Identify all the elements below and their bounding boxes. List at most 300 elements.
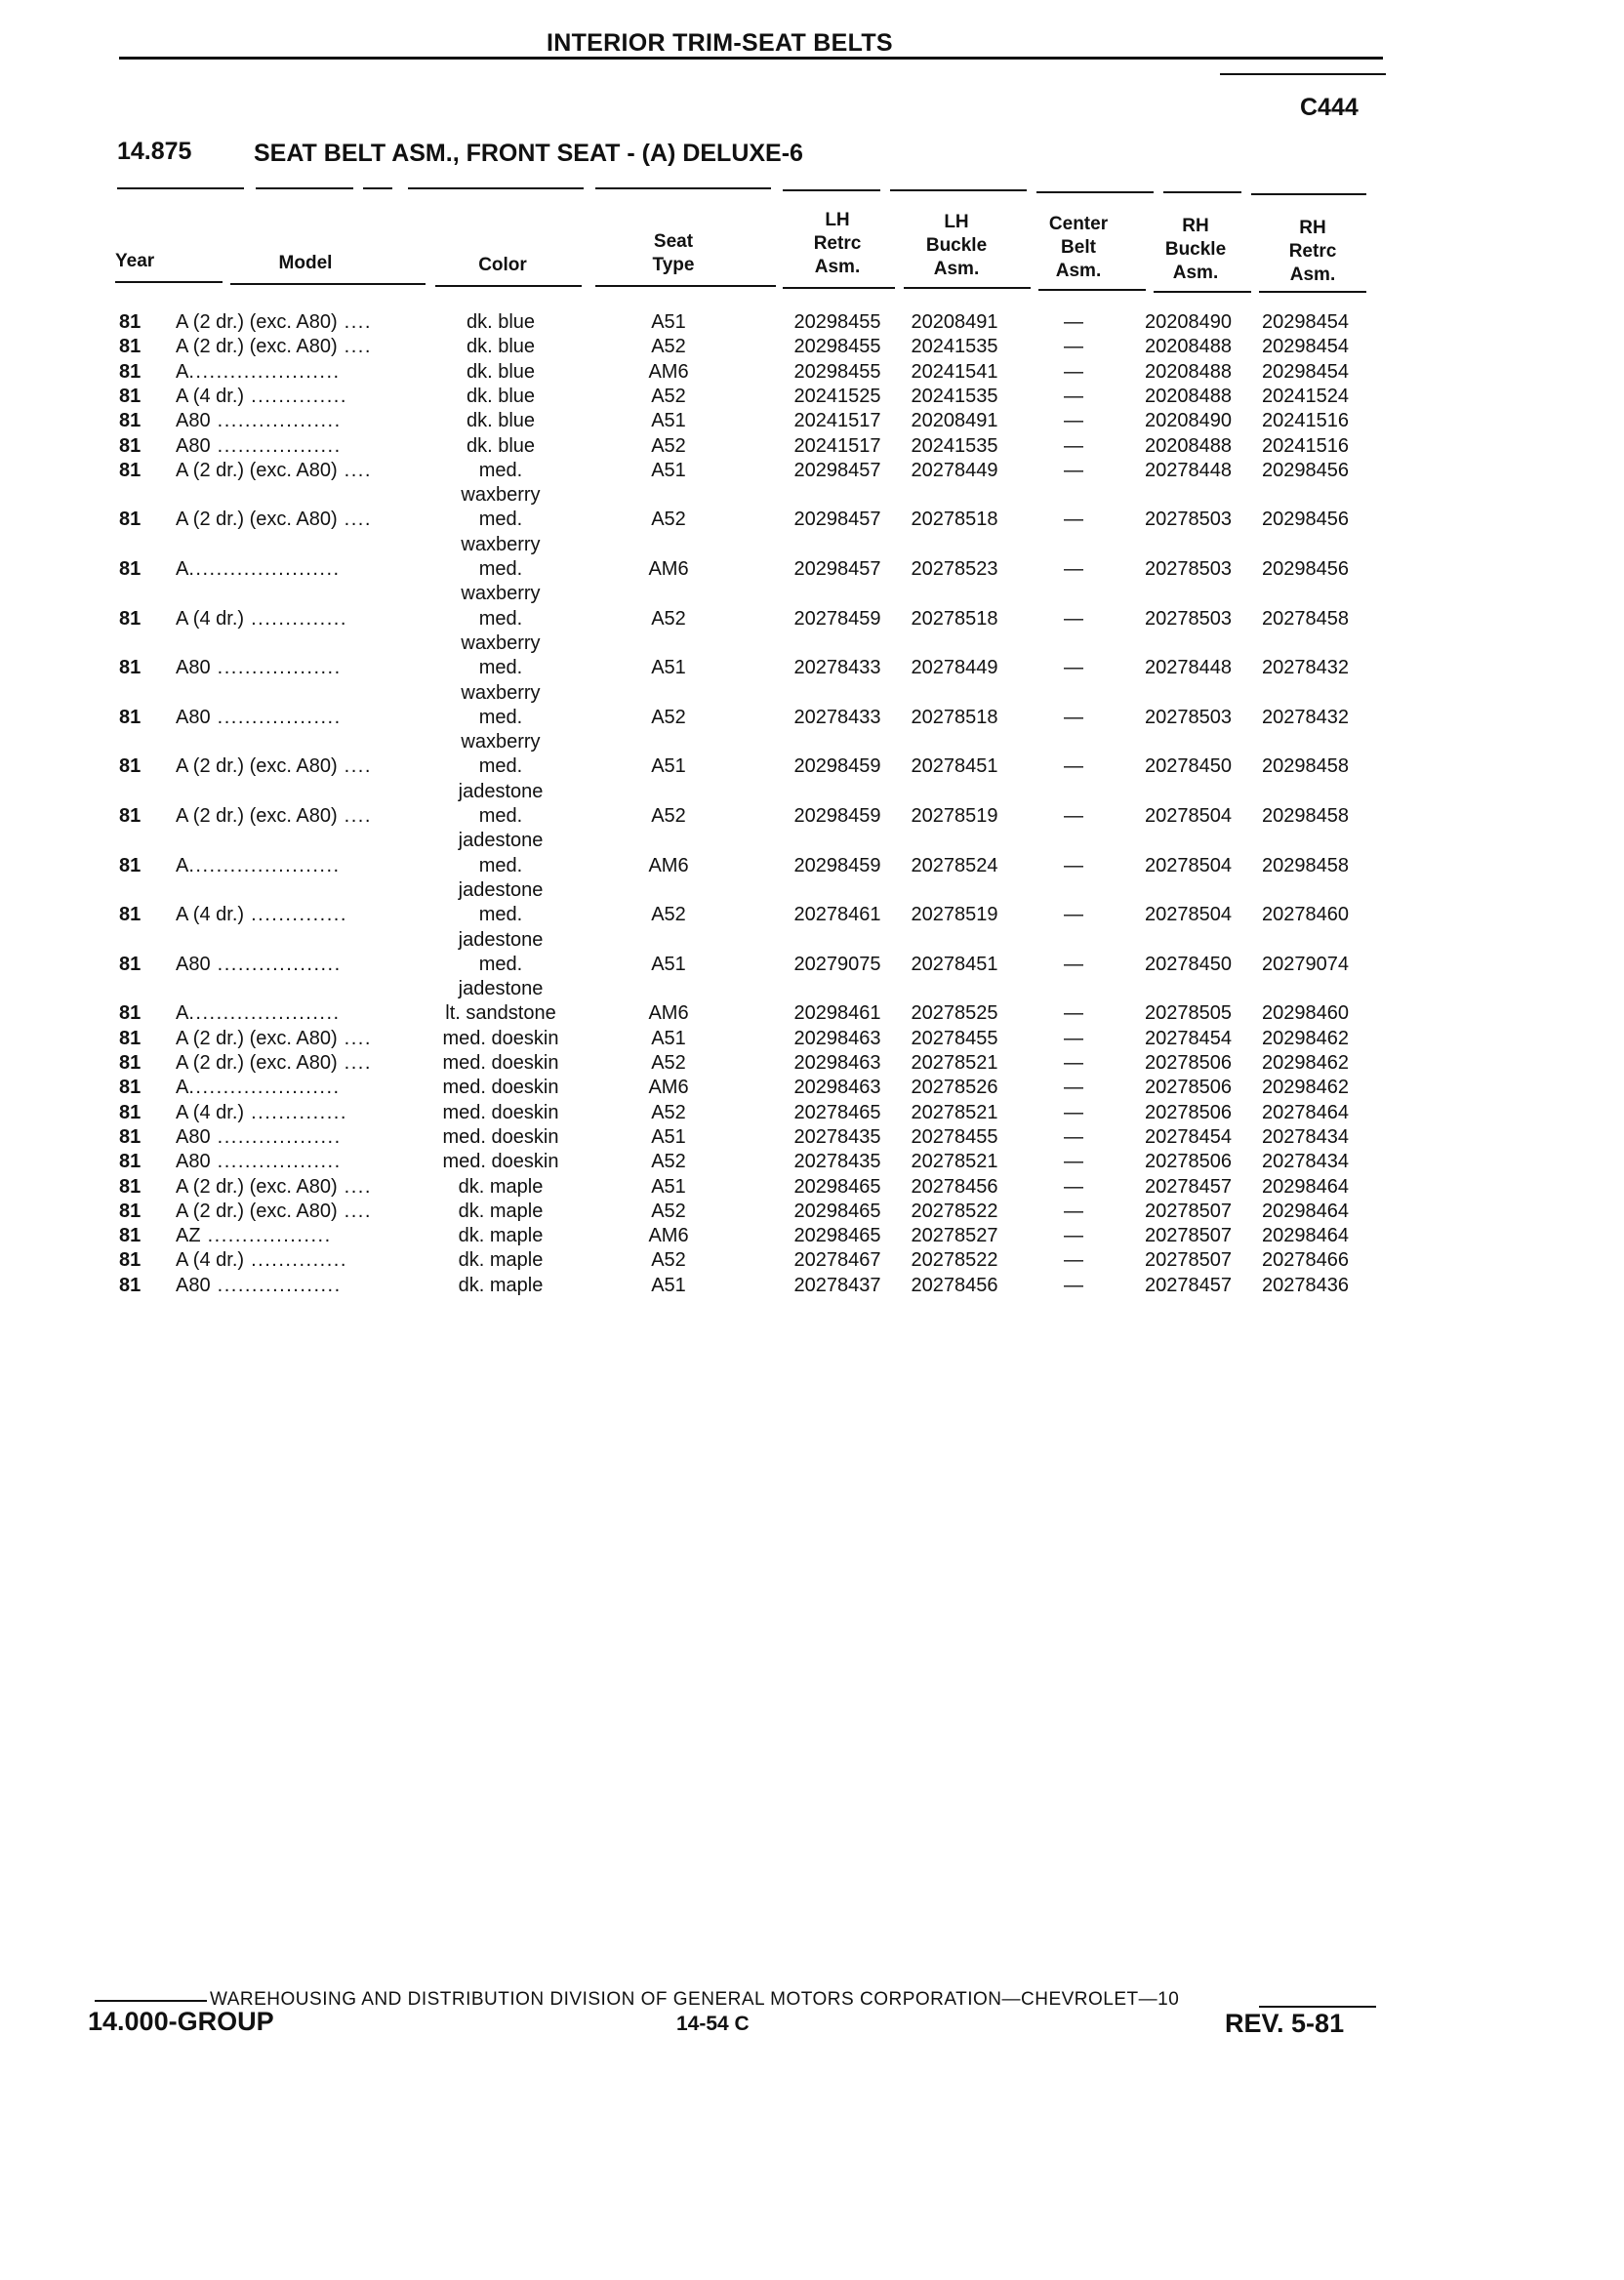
table-row-continuation xyxy=(0,977,1624,1001)
rh-buckle-cell: 20278457 xyxy=(1145,1274,1232,1296)
color-cell: med. xyxy=(478,459,523,481)
year-cell: 81 xyxy=(119,1002,142,1025)
model-cell: A80 .................. xyxy=(176,1151,342,1173)
lh-retrc-cell: 20278465 xyxy=(793,1101,881,1123)
lh-buckle-cell: 20278527 xyxy=(911,1225,998,1247)
color-cell: dk. blue xyxy=(466,336,536,358)
rh-buckle-cell: 20208490 xyxy=(1145,311,1232,333)
year-cell: 81 xyxy=(119,459,142,481)
table-row-continuation xyxy=(0,829,1624,853)
rh-buckle-cell: 20278448 xyxy=(1145,459,1232,481)
lh-retrc-cell: 20298455 xyxy=(793,336,881,358)
model-cell: A80 .................. xyxy=(176,434,342,457)
lh-buckle-cell: 20278455 xyxy=(911,1125,998,1148)
lh-retrc-cell: 20298459 xyxy=(793,805,881,827)
header-dash-rule xyxy=(1036,191,1154,193)
year-cell: 81 xyxy=(119,1101,142,1123)
rh-buckle-cell: 20278503 xyxy=(1145,706,1232,728)
col-header-lh-retrc: LH Retrc Asm. xyxy=(813,210,862,277)
model-cell: A80 .................. xyxy=(176,953,342,975)
rh-buckle-cell: 20278454 xyxy=(1145,1027,1232,1049)
center-belt-cell: — xyxy=(1064,953,1083,975)
section-number: 14.875 xyxy=(117,138,192,165)
rh-retrc-cell: 20298454 xyxy=(1262,336,1349,358)
color-cell: med. xyxy=(478,953,523,975)
center-belt-cell: — xyxy=(1064,904,1083,926)
lh-buckle-cell: 20241535 xyxy=(911,434,998,457)
footer-group: 14.000-GROUP xyxy=(88,2007,274,2036)
model-cell: A80 .................. xyxy=(176,706,342,728)
header-underline xyxy=(1038,289,1146,291)
rh-retrc-cell: 20298460 xyxy=(1262,1002,1349,1025)
color-cell-line2: jadestone xyxy=(458,780,544,802)
lh-retrc-cell: 20298465 xyxy=(793,1225,881,1247)
seat-type-cell: AM6 xyxy=(648,1225,689,1247)
table-row-continuation xyxy=(0,730,1624,754)
rh-retrc-cell: 20241524 xyxy=(1262,385,1349,407)
lh-retrc-cell: 20278433 xyxy=(793,706,881,728)
rh-buckle-cell: 20208488 xyxy=(1145,360,1232,383)
header-dash-rule xyxy=(595,187,771,189)
lh-retrc-cell: 20298457 xyxy=(793,558,881,580)
rh-buckle-cell: 20278450 xyxy=(1145,953,1232,975)
seat-type-cell: A51 xyxy=(651,953,686,975)
center-belt-cell: — xyxy=(1064,854,1083,876)
table-row xyxy=(0,854,1624,878)
model-cell: A (2 dr.) (exc. A80) .... xyxy=(176,755,372,778)
center-belt-cell: — xyxy=(1064,360,1083,383)
rh-buckle-cell: 20208488 xyxy=(1145,385,1232,407)
center-belt-cell: — xyxy=(1064,1077,1083,1099)
year-cell: 81 xyxy=(119,410,142,432)
color-cell: dk. blue xyxy=(466,434,536,457)
table-row xyxy=(0,1200,1624,1224)
color-cell-line2: waxberry xyxy=(461,484,541,507)
color-cell: dk. maple xyxy=(458,1175,544,1198)
seat-type-cell: A52 xyxy=(651,706,686,728)
lh-retrc-cell: 20298463 xyxy=(793,1052,881,1074)
seat-type-cell: A52 xyxy=(651,607,686,630)
color-cell-line2: jadestone xyxy=(458,878,544,901)
lh-buckle-cell: 20241535 xyxy=(911,336,998,358)
table-row xyxy=(0,557,1624,582)
col-header-color: Color xyxy=(478,255,527,275)
model-cell: A (2 dr.) (exc. A80) .... xyxy=(176,1200,372,1222)
header-underline xyxy=(904,287,1031,289)
year-cell: 81 xyxy=(119,509,142,531)
table-row xyxy=(0,1027,1624,1051)
lh-retrc-cell: 20278459 xyxy=(793,607,881,630)
model-cell: A (2 dr.) (exc. A80) .... xyxy=(176,509,372,531)
color-cell: med. doeskin xyxy=(442,1027,559,1049)
lh-buckle-cell: 20278456 xyxy=(911,1175,998,1198)
center-belt-cell: — xyxy=(1064,459,1083,481)
rh-buckle-cell: 20278450 xyxy=(1145,755,1232,778)
lh-buckle-cell: 20278523 xyxy=(911,558,998,580)
lh-retrc-cell: 20298463 xyxy=(793,1077,881,1099)
seat-type-cell: A51 xyxy=(651,1175,686,1198)
center-belt-cell: — xyxy=(1064,1027,1083,1049)
seat-type-cell: A51 xyxy=(651,410,686,432)
lh-retrc-cell: 20241517 xyxy=(793,434,881,457)
lh-retrc-cell: 20298465 xyxy=(793,1175,881,1198)
center-belt-cell: — xyxy=(1064,805,1083,827)
footer-rule-right xyxy=(1259,2006,1376,2008)
color-cell-line2: waxberry xyxy=(461,583,541,605)
center-belt-cell: — xyxy=(1064,434,1083,457)
rh-buckle-cell: 20278507 xyxy=(1145,1200,1232,1222)
model-cell: A...................... xyxy=(176,558,341,580)
rh-retrc-cell: 20298454 xyxy=(1262,311,1349,333)
year-cell: 81 xyxy=(119,657,142,679)
year-cell: 81 xyxy=(119,434,142,457)
table-row xyxy=(0,1001,1624,1026)
model-cell: A...................... xyxy=(176,1077,341,1099)
rh-retrc-cell: 20298456 xyxy=(1262,459,1349,481)
year-cell: 81 xyxy=(119,854,142,876)
model-cell: A (2 dr.) (exc. A80) .... xyxy=(176,1052,372,1074)
rh-retrc-cell: 20298462 xyxy=(1262,1077,1349,1099)
center-belt-cell: — xyxy=(1064,1225,1083,1247)
rh-retrc-cell: 20278458 xyxy=(1262,607,1349,630)
header-underline xyxy=(1154,291,1251,293)
header-dash-rule xyxy=(117,187,244,189)
lh-buckle-cell: 20208491 xyxy=(911,311,998,333)
rh-buckle-cell: 20278506 xyxy=(1145,1151,1232,1173)
lh-buckle-cell: 20278518 xyxy=(911,509,998,531)
page-title: INTERIOR TRIM-SEAT BELTS xyxy=(547,29,893,57)
header-dash-rule xyxy=(363,187,392,189)
center-belt-cell: — xyxy=(1064,410,1083,432)
rh-retrc-cell: 20278436 xyxy=(1262,1274,1349,1296)
year-cell: 81 xyxy=(119,706,142,728)
color-cell-line2: waxberry xyxy=(461,631,541,654)
color-cell-line2: waxberry xyxy=(461,533,541,555)
rh-retrc-cell: 20298456 xyxy=(1262,558,1349,580)
seat-type-cell: AM6 xyxy=(648,558,689,580)
year-cell: 81 xyxy=(119,1249,142,1272)
table-row xyxy=(0,1076,1624,1100)
table-row xyxy=(0,804,1624,829)
center-belt-cell: — xyxy=(1064,1101,1083,1123)
color-cell: med. xyxy=(478,755,523,778)
center-belt-cell: — xyxy=(1064,1125,1083,1148)
lh-retrc-cell: 20298455 xyxy=(793,360,881,383)
color-cell: med. doeskin xyxy=(442,1151,559,1173)
rh-buckle-cell: 20278503 xyxy=(1145,509,1232,531)
rh-retrc-cell: 20241516 xyxy=(1262,434,1349,457)
year-cell: 81 xyxy=(119,385,142,407)
rh-buckle-cell: 20208490 xyxy=(1145,410,1232,432)
model-cell: A...................... xyxy=(176,360,341,383)
table-row xyxy=(0,706,1624,730)
header-dash-rule xyxy=(783,189,880,191)
lh-retrc-cell: 20298461 xyxy=(793,1002,881,1025)
rh-buckle-cell: 20278448 xyxy=(1145,657,1232,679)
lh-buckle-cell: 20278522 xyxy=(911,1200,998,1222)
model-cell: A80 .................. xyxy=(176,657,342,679)
center-belt-cell: — xyxy=(1064,1274,1083,1296)
table-row xyxy=(0,1101,1624,1125)
year-cell: 81 xyxy=(119,1200,142,1222)
seat-type-cell: A52 xyxy=(651,1200,686,1222)
color-cell: dk. maple xyxy=(458,1249,544,1272)
table-row xyxy=(0,360,1624,385)
model-cell: A (2 dr.) (exc. A80) .... xyxy=(176,459,372,481)
year-cell: 81 xyxy=(119,1274,142,1296)
color-cell-line2: jadestone xyxy=(458,928,544,951)
color-cell: lt. sandstone xyxy=(445,1002,556,1025)
table-row xyxy=(0,656,1624,680)
table-row xyxy=(0,607,1624,631)
model-cell: A (2 dr.) (exc. A80) .... xyxy=(176,311,372,333)
model-cell: A80 .................. xyxy=(176,410,342,432)
lh-retrc-cell: 20298459 xyxy=(793,854,881,876)
center-belt-cell: — xyxy=(1064,657,1083,679)
header-underline xyxy=(595,285,776,287)
lh-retrc-cell: 20278461 xyxy=(793,904,881,926)
rh-retrc-cell: 20278432 xyxy=(1262,657,1349,679)
rh-retrc-cell: 20278466 xyxy=(1262,1249,1349,1272)
rh-retrc-cell: 20278432 xyxy=(1262,706,1349,728)
lh-buckle-cell: 20278449 xyxy=(911,459,998,481)
lh-buckle-cell: 20208491 xyxy=(911,410,998,432)
header-underline xyxy=(230,283,426,285)
year-cell: 81 xyxy=(119,1225,142,1247)
color-cell: med. xyxy=(478,805,523,827)
color-cell: med. xyxy=(478,854,523,876)
header-underline xyxy=(783,287,895,289)
table-row xyxy=(0,459,1624,483)
seat-type-cell: A52 xyxy=(651,1249,686,1272)
table-row xyxy=(0,310,1624,335)
lh-retrc-cell: 20241517 xyxy=(793,410,881,432)
table-row xyxy=(0,903,1624,927)
year-cell: 81 xyxy=(119,805,142,827)
lh-buckle-cell: 20278455 xyxy=(911,1027,998,1049)
lh-buckle-cell: 20278449 xyxy=(911,657,998,679)
center-belt-cell: — xyxy=(1064,607,1083,630)
center-belt-cell: — xyxy=(1064,1200,1083,1222)
seat-type-cell: A51 xyxy=(651,1125,686,1148)
lh-buckle-cell: 20278451 xyxy=(911,755,998,778)
lh-buckle-cell: 20278526 xyxy=(911,1077,998,1099)
header-dash-rule xyxy=(256,187,353,189)
seat-type-cell: A52 xyxy=(651,1101,686,1123)
model-cell: A (4 dr.) .............. xyxy=(176,904,347,926)
year-cell: 81 xyxy=(119,336,142,358)
lh-buckle-cell: 20278518 xyxy=(911,607,998,630)
rh-buckle-cell: 20278507 xyxy=(1145,1225,1232,1247)
model-cell: A80 .................. xyxy=(176,1125,342,1148)
seat-type-cell: AM6 xyxy=(648,1077,689,1099)
seat-type-cell: A51 xyxy=(651,657,686,679)
table-row xyxy=(0,508,1624,532)
year-cell: 81 xyxy=(119,904,142,926)
lh-buckle-cell: 20278456 xyxy=(911,1274,998,1296)
model-cell: A (2 dr.) (exc. A80) .... xyxy=(176,805,372,827)
center-belt-cell: — xyxy=(1064,1249,1083,1272)
rh-buckle-cell: 20208488 xyxy=(1145,434,1232,457)
table-row xyxy=(0,409,1624,433)
title-rule-tail xyxy=(1220,73,1386,75)
model-cell: A (4 dr.) .............. xyxy=(176,607,347,630)
color-cell: med. doeskin xyxy=(442,1125,559,1148)
color-cell-line2: waxberry xyxy=(461,731,541,753)
lh-buckle-cell: 20278519 xyxy=(911,805,998,827)
col-header-model: Model xyxy=(278,253,333,273)
seat-type-cell: A51 xyxy=(651,311,686,333)
model-cell: A80 .................. xyxy=(176,1274,342,1296)
color-cell: med. doeskin xyxy=(442,1052,559,1074)
seat-type-cell: AM6 xyxy=(648,1002,689,1025)
center-belt-cell: — xyxy=(1064,311,1083,333)
rh-retrc-cell: 20298462 xyxy=(1262,1027,1349,1049)
model-cell: A (4 dr.) .............. xyxy=(176,1101,347,1123)
year-cell: 81 xyxy=(119,1077,142,1099)
rh-retrc-cell: 20298454 xyxy=(1262,360,1349,383)
color-cell: dk. blue xyxy=(466,385,536,407)
year-cell: 81 xyxy=(119,1151,142,1173)
lh-retrc-cell: 20278437 xyxy=(793,1274,881,1296)
color-cell: dk. blue xyxy=(466,311,536,333)
center-belt-cell: — xyxy=(1064,385,1083,407)
rh-buckle-cell: 20278504 xyxy=(1145,805,1232,827)
color-cell: med. doeskin xyxy=(442,1077,559,1099)
table-row-continuation xyxy=(0,483,1624,508)
seat-type-cell: A52 xyxy=(651,1151,686,1173)
table-row xyxy=(0,335,1624,359)
table-row-continuation xyxy=(0,533,1624,557)
footer-rule-left xyxy=(95,2000,207,2002)
seat-type-cell: A52 xyxy=(651,1052,686,1074)
color-cell: dk. maple xyxy=(458,1274,544,1296)
page-code: C444 xyxy=(1300,94,1359,121)
year-cell: 81 xyxy=(119,1052,142,1074)
table-row xyxy=(0,1175,1624,1200)
table-row-continuation xyxy=(0,780,1624,804)
rh-retrc-cell: 20298464 xyxy=(1262,1225,1349,1247)
header-underline xyxy=(435,285,582,287)
rh-buckle-cell: 20278504 xyxy=(1145,904,1232,926)
table-row-continuation xyxy=(0,631,1624,656)
col-header-rh-buckle: RH Buckle Asm. xyxy=(1164,216,1227,283)
footer-page-number: 14-54 C xyxy=(676,2013,750,2035)
lh-retrc-cell: 20298457 xyxy=(793,459,881,481)
rh-retrc-cell: 20298458 xyxy=(1262,755,1349,778)
rh-buckle-cell: 20278504 xyxy=(1145,854,1232,876)
color-cell: dk. blue xyxy=(466,360,536,383)
model-cell: A (2 dr.) (exc. A80) .... xyxy=(176,336,372,358)
rh-retrc-cell: 20241516 xyxy=(1262,410,1349,432)
header-dash-rule xyxy=(1251,193,1366,195)
rh-retrc-cell: 20298456 xyxy=(1262,509,1349,531)
footer-revision: REV. 5-81 xyxy=(1225,2009,1345,2038)
rh-buckle-cell: 20278506 xyxy=(1145,1077,1232,1099)
table-row-continuation xyxy=(0,582,1624,606)
table-row-continuation xyxy=(0,681,1624,706)
lh-retrc-cell: 20298457 xyxy=(793,509,881,531)
year-cell: 81 xyxy=(119,607,142,630)
lh-buckle-cell: 20241541 xyxy=(911,360,998,383)
model-cell: A...................... xyxy=(176,1002,341,1025)
lh-buckle-cell: 20278518 xyxy=(911,706,998,728)
rh-retrc-cell: 20278434 xyxy=(1262,1125,1349,1148)
seat-type-cell: A51 xyxy=(651,1274,686,1296)
table-row xyxy=(0,953,1624,977)
col-header-center-belt: Center Belt Asm. xyxy=(1048,214,1109,281)
rh-retrc-cell: 20279074 xyxy=(1262,953,1349,975)
year-cell: 81 xyxy=(119,360,142,383)
lh-buckle-cell: 20241535 xyxy=(911,385,998,407)
lh-retrc-cell: 20278467 xyxy=(793,1249,881,1272)
lh-buckle-cell: 20278524 xyxy=(911,854,998,876)
center-belt-cell: — xyxy=(1064,336,1083,358)
model-cell: A...................... xyxy=(176,854,341,876)
table-row xyxy=(0,385,1624,409)
color-cell: med. xyxy=(478,904,523,926)
rh-retrc-cell: 20278460 xyxy=(1262,904,1349,926)
year-cell: 81 xyxy=(119,953,142,975)
table-row xyxy=(0,1125,1624,1150)
lh-retrc-cell: 20279075 xyxy=(793,953,881,975)
rh-buckle-cell: 20278506 xyxy=(1145,1052,1232,1074)
year-cell: 81 xyxy=(119,1125,142,1148)
rh-retrc-cell: 20278434 xyxy=(1262,1151,1349,1173)
lh-retrc-cell: 20298465 xyxy=(793,1200,881,1222)
model-cell: A (2 dr.) (exc. A80) .... xyxy=(176,1027,372,1049)
lh-retrc-cell: 20298455 xyxy=(793,311,881,333)
center-belt-cell: — xyxy=(1064,1052,1083,1074)
header-underline xyxy=(1259,291,1366,293)
col-header-seat-type: Seat Type xyxy=(652,231,695,275)
color-cell: dk. blue xyxy=(466,410,536,432)
color-cell: med. doeskin xyxy=(442,1101,559,1123)
col-header-year: Year xyxy=(115,251,155,271)
lh-buckle-cell: 20278525 xyxy=(911,1002,998,1025)
year-cell: 81 xyxy=(119,1175,142,1198)
rh-retrc-cell: 20298464 xyxy=(1262,1175,1349,1198)
lh-buckle-cell: 20278521 xyxy=(911,1151,998,1173)
table-row xyxy=(0,1051,1624,1076)
center-belt-cell: — xyxy=(1064,1002,1083,1025)
seat-type-cell: AM6 xyxy=(648,360,689,383)
table-row xyxy=(0,1150,1624,1174)
seat-type-cell: A51 xyxy=(651,755,686,778)
year-cell: 81 xyxy=(119,1027,142,1049)
color-cell-line2: waxberry xyxy=(461,681,541,704)
seat-type-cell: A52 xyxy=(651,509,686,531)
model-cell: A (2 dr.) (exc. A80) .... xyxy=(176,1175,372,1198)
model-cell: A (4 dr.) .............. xyxy=(176,385,347,407)
seat-type-cell: A52 xyxy=(651,336,686,358)
year-cell: 81 xyxy=(119,311,142,333)
color-cell: med. xyxy=(478,657,523,679)
color-cell-line2: jadestone xyxy=(458,830,544,852)
col-header-rh-retrc: RH Retrc Asm. xyxy=(1288,218,1337,285)
lh-buckle-cell: 20278519 xyxy=(911,904,998,926)
rh-retrc-cell: 20298458 xyxy=(1262,854,1349,876)
lh-retrc-cell: 20278433 xyxy=(793,657,881,679)
rh-retrc-cell: 20298458 xyxy=(1262,805,1349,827)
color-cell: dk. maple xyxy=(458,1200,544,1222)
center-belt-cell: — xyxy=(1064,706,1083,728)
seat-type-cell: A52 xyxy=(651,434,686,457)
seat-type-cell: A51 xyxy=(651,1027,686,1049)
rh-buckle-cell: 20278454 xyxy=(1145,1125,1232,1148)
col-header-lh-buckle: LH Buckle Asm. xyxy=(925,212,988,279)
rh-buckle-cell: 20278503 xyxy=(1145,607,1232,630)
